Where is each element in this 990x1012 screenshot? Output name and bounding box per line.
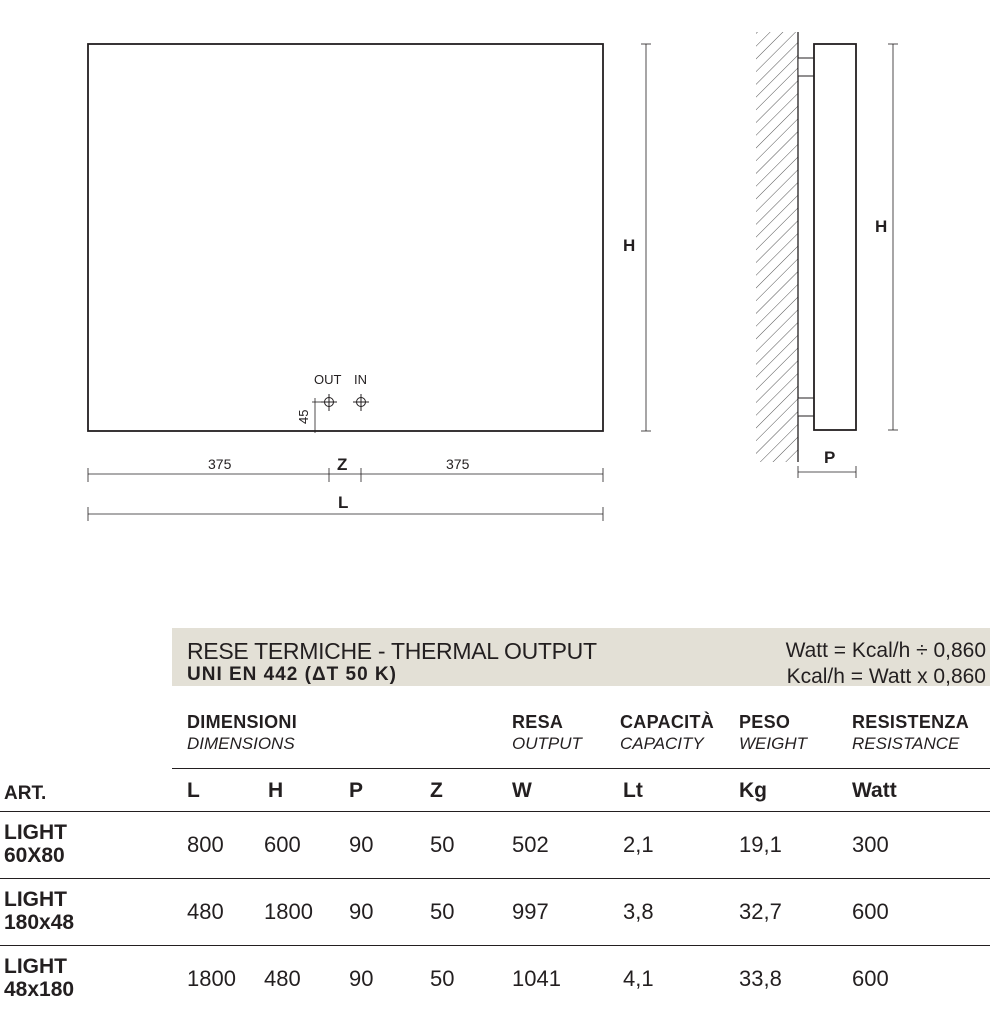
radiator-side-profile: [814, 44, 856, 430]
in-label: IN: [354, 372, 367, 387]
article-name: [4, 821, 67, 867]
cell-watt: 600: [852, 966, 889, 991]
article-name-line-2: 180x48: [4, 911, 75, 934]
offset-dimension-label: 45: [296, 409, 311, 424]
front-view: [88, 44, 651, 521]
unit-watt: Watt: [852, 779, 897, 802]
header-capacity-it: CAPACITÀ: [620, 712, 715, 732]
article-name-line-2: 60X80: [4, 844, 65, 867]
cell-watt: 300: [852, 832, 889, 857]
article-name-line-2: 48x180: [4, 978, 75, 1001]
header-weight-it: PESO: [739, 712, 791, 732]
header-capacity-en: CAPACITY: [620, 734, 704, 753]
header-capacity: [620, 712, 714, 754]
right-offset-label: 375: [446, 456, 470, 472]
header-dimensions: [187, 712, 297, 754]
h-label-front: H: [623, 236, 636, 255]
thermal-output-band: [172, 628, 990, 686]
article-name-line-1: LIGHT: [4, 955, 67, 978]
conversion-formula-1: Watt = Kcal/h ÷ 0,860: [785, 639, 986, 662]
header-resistance: [852, 712, 969, 754]
cell-lt: 4,1: [623, 966, 654, 991]
header-dimensions-it: DIMENSIONI: [187, 712, 298, 732]
article-name: [4, 955, 74, 1001]
cell-p: 90: [349, 966, 374, 991]
cell-l: 480: [187, 899, 224, 924]
cell-p: 90: [349, 832, 374, 857]
cell-l: 1800: [187, 966, 236, 991]
unit-l: L: [187, 779, 200, 802]
cell-h: 1800: [264, 899, 313, 924]
header-output-en: OUTPUT: [512, 734, 582, 753]
unit-w: W: [512, 779, 532, 802]
cell-z: 50: [430, 899, 455, 924]
unit-p: P: [349, 779, 364, 802]
crosshair-icon: [321, 394, 337, 411]
unit-z: Z: [430, 779, 443, 802]
z-label: Z: [337, 455, 348, 474]
header-output-it: RESA: [512, 712, 564, 732]
header-output: [512, 712, 582, 754]
conversion-formula-2: Kcal/h = Watt x 0,860: [786, 665, 986, 688]
band-title: RESE TERMICHE - THERMAL OUTPUT: [187, 638, 597, 664]
cell-w: 502: [512, 832, 549, 857]
article-name-line-1: LIGHT: [4, 888, 67, 911]
header-resistance-it: RESISTENZA: [852, 712, 970, 732]
header-divider: [172, 768, 990, 769]
cell-kg: 19,1: [739, 832, 782, 857]
article-name: [4, 888, 74, 934]
cell-watt: 600: [852, 899, 889, 924]
table-row: [0, 812, 990, 878]
wall-hatch-icon: [756, 32, 798, 462]
header-weight: [739, 712, 807, 754]
unit-h: H: [268, 779, 284, 802]
cell-lt: 2,1: [623, 832, 654, 857]
header-resistance-en: RESISTANCE: [852, 734, 960, 753]
p-label: P: [824, 448, 836, 467]
cell-kg: 33,8: [739, 966, 782, 991]
table-row: [0, 879, 990, 945]
cell-lt: 3,8: [623, 899, 654, 924]
crosshair-icon: [353, 394, 369, 411]
cell-h: 480: [264, 966, 301, 991]
band-norm: UNI EN 442 (ΔT 50 K): [187, 664, 397, 685]
art-label: ART.: [4, 783, 47, 804]
out-label: OUT: [314, 372, 342, 387]
side-view: [756, 32, 898, 478]
h-label-side: H: [875, 217, 888, 236]
cell-h: 600: [264, 832, 301, 857]
article-name-line-1: LIGHT: [4, 821, 67, 844]
conversion-formulas: [786, 638, 986, 690]
l-label: L: [338, 493, 349, 512]
unit-kg: Kg: [739, 779, 767, 802]
cell-w: 1041: [512, 966, 561, 991]
cell-p: 90: [349, 899, 374, 924]
cell-kg: 32,7: [739, 899, 782, 924]
table-row: [0, 946, 990, 1012]
radiator-front-outline: [88, 44, 603, 431]
cell-z: 50: [430, 966, 455, 991]
header-dimensions-en: DIMENSIONS: [187, 734, 295, 753]
cell-z: 50: [430, 832, 455, 857]
left-offset-label: 375: [208, 456, 232, 472]
cell-w: 997: [512, 899, 549, 924]
cell-l: 800: [187, 832, 224, 857]
unit-lt: Lt: [623, 779, 643, 802]
header-weight-en: WEIGHT: [739, 734, 807, 753]
